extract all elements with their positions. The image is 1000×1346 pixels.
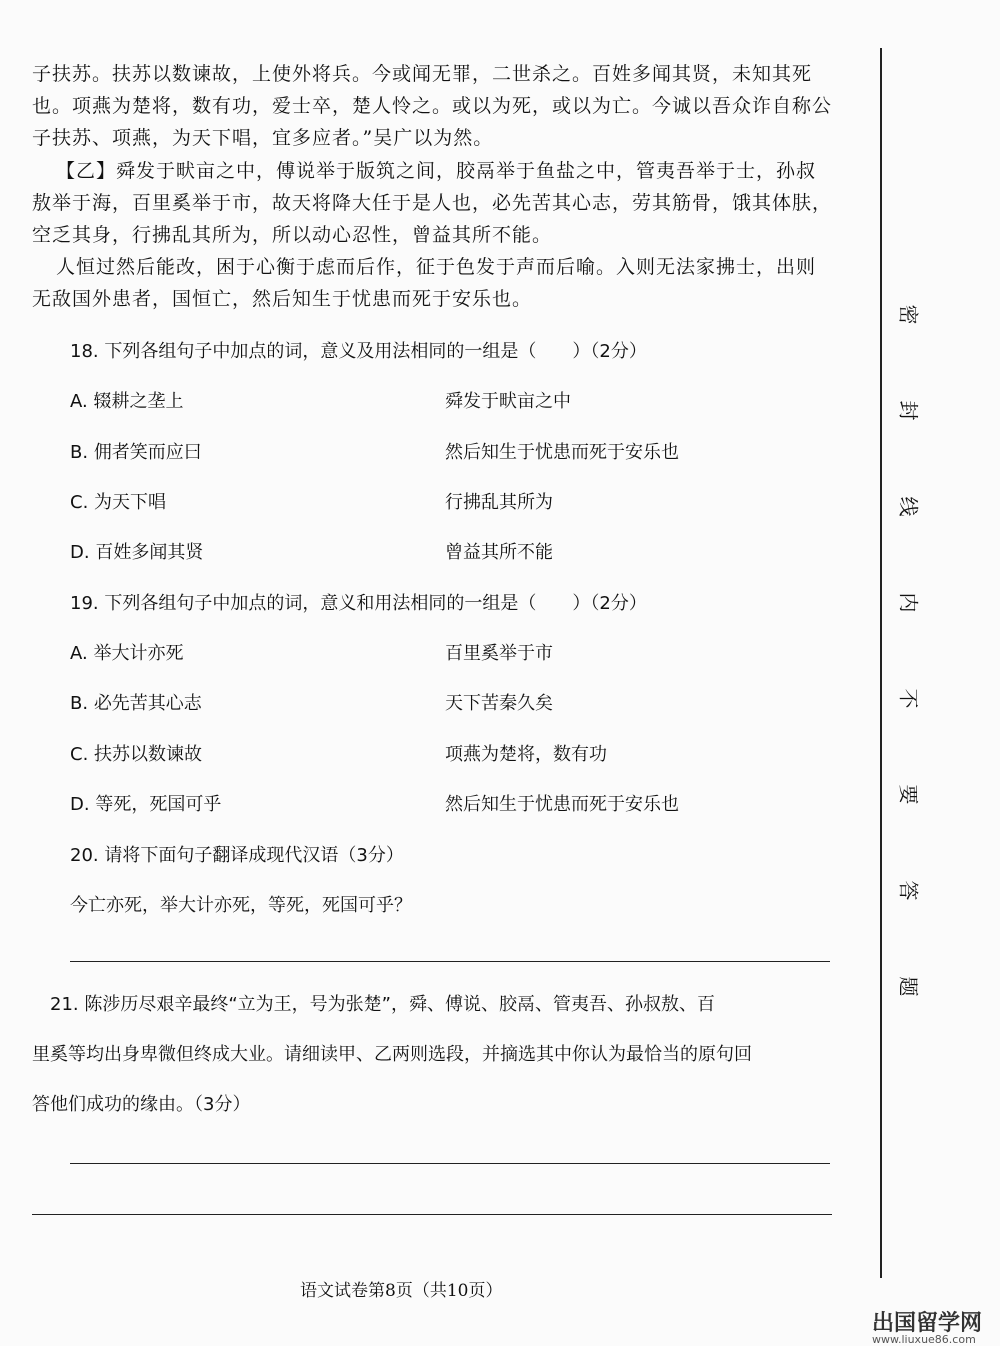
passage-line: 无敌国外患者，国恒亡，然后知生于忧患而死于安乐也。 xyxy=(32,288,533,310)
passage-line: 【乙】舜发于畎亩之中，傅说举于版筑之间，胶鬲举于鱼盐之中，管夷吾举于士，孙叔 xyxy=(56,160,817,182)
question-18 xyxy=(70,337,647,363)
page-footer: 语文试卷第8页（共10页） xyxy=(300,1281,503,1301)
option-text: 佣者笑而应曰 xyxy=(93,442,202,463)
option-text: 扶苏以数谏故 xyxy=(94,744,203,765)
question-21-line: 答他们成功的缘由。（3分） xyxy=(32,1094,251,1115)
question-number: 18. xyxy=(70,341,99,362)
passage-yi-2 xyxy=(32,251,832,315)
q18-option-d-right: 曾益其所不能 xyxy=(445,542,553,563)
q18-option-c-right: 行拂乱其所为 xyxy=(445,492,553,513)
question-number: 19. xyxy=(70,593,99,614)
q19-option-b-right: 天下苦秦久矣 xyxy=(445,693,553,714)
passage-yi xyxy=(32,155,832,251)
q21-answer-line[interactable] xyxy=(70,1163,830,1164)
passage-line: 空乏其身，行拂乱其所为，所以动心忍性，曾益其所不能。 xyxy=(32,224,553,246)
q19-option-c-right: 项燕为楚将，数有功 xyxy=(445,744,607,765)
q19-option-a-right: 百里奚举于市 xyxy=(445,643,553,664)
passage-line: 子扶苏。扶苏以数谏故，上使外将兵。今或闻无罪，二世杀之。百姓多闻其贤，未知其死 xyxy=(32,63,813,85)
seal-char: 答 xyxy=(896,880,921,901)
passage-line: 人恒过然后能改，困于心衡于虑而后作，征于色发于声而后喻。入则无法家拂士，出则 xyxy=(56,256,817,278)
question-20 xyxy=(70,841,404,867)
option-text: 为天下唱 xyxy=(94,492,167,513)
question-19 xyxy=(70,589,647,615)
question-text: 下列各组句子中加点的词，意义及用法相同的一组是（ ）（2分） xyxy=(104,341,647,362)
q18-option-b-left xyxy=(70,438,202,464)
q20-sentence: 今亡亦死，举大计亦死，等死，死国可乎？ xyxy=(70,895,412,916)
option-label: D. xyxy=(70,794,90,815)
option-label: D. xyxy=(70,542,90,563)
watermark-text: 出国留学网 xyxy=(872,1311,983,1336)
option-label: B. xyxy=(70,442,89,463)
question-text: 下列各组句子中加点的词，意义和用法相同的一组是（ ）（2分） xyxy=(104,593,647,614)
passage-line: 敖举于海，百里奚举于市，故天将降大任于是人也，必先苦其心志，劳其筋骨，饿其体肤， xyxy=(32,192,833,214)
q19-option-c-left xyxy=(70,740,202,766)
q18-option-a-left xyxy=(70,387,183,413)
q21-answer-line-2[interactable] xyxy=(32,1214,832,1215)
option-label: A. xyxy=(70,391,88,412)
seal-char: 线 xyxy=(896,496,921,517)
seal-char: 内 xyxy=(896,592,921,613)
q18-option-b-right: 然后知生于忧患而死于安乐也 xyxy=(445,442,679,463)
watermark-url: www.liuxue86.com xyxy=(872,1333,976,1346)
q18-option-a-right: 舜发于畎亩之中 xyxy=(445,391,571,412)
question-number: 20. xyxy=(70,845,99,866)
passage-line: 也。项燕为楚将，数有功，爱士卒，楚人怜之。或以为死，或以为亡。今诚以吾众诈自称公 xyxy=(32,95,833,117)
q19-option-d-left xyxy=(70,790,221,816)
q18-option-c-left xyxy=(70,488,166,514)
passage-line: 子扶苏、项燕，为天下唱，宜多应者。”吴广以为然。 xyxy=(32,127,494,149)
seal-char: 题 xyxy=(896,976,921,997)
option-label: A. xyxy=(70,643,88,664)
option-label: C. xyxy=(70,492,89,513)
q18-option-d-left xyxy=(70,538,203,564)
seal-char: 要 xyxy=(896,784,921,805)
option-text: 辍耕之垄上 xyxy=(93,391,184,412)
q20-answer-line[interactable] xyxy=(70,961,830,962)
option-text: 举大计亦死 xyxy=(93,643,184,664)
seal-char: 密 xyxy=(896,304,921,325)
option-text: 必先苦其心志 xyxy=(93,693,202,714)
option-label: B. xyxy=(70,693,89,714)
question-text: 请将下面句子翻译成现代汉语（3分） xyxy=(104,845,404,866)
question-21 xyxy=(32,980,832,1130)
option-label: C. xyxy=(70,744,89,765)
seal-line xyxy=(880,48,882,1278)
q19-option-b-left xyxy=(70,689,202,715)
q19-option-d-right: 然后知生于忧患而死于安乐也 xyxy=(445,794,679,815)
q19-option-a-left xyxy=(70,639,183,665)
question-21-line: 里奚等均出身卑微但终成大业。请细读甲、乙两则选段，并摘选其中你认为最恰当的原句回 xyxy=(32,1044,752,1065)
passage-jia-tail xyxy=(32,58,832,154)
option-text: 百姓多闻其贤 xyxy=(95,542,204,563)
seal-char: 封 xyxy=(896,400,921,421)
question-21-line: 21. 陈涉历尽艰辛最终“立为王，号为张楚”，舜、傅说、胶鬲、管夷吾、孙叔敖、百 xyxy=(32,994,715,1015)
seal-char: 不 xyxy=(896,688,921,709)
option-text: 等死，死国可乎 xyxy=(95,794,222,815)
